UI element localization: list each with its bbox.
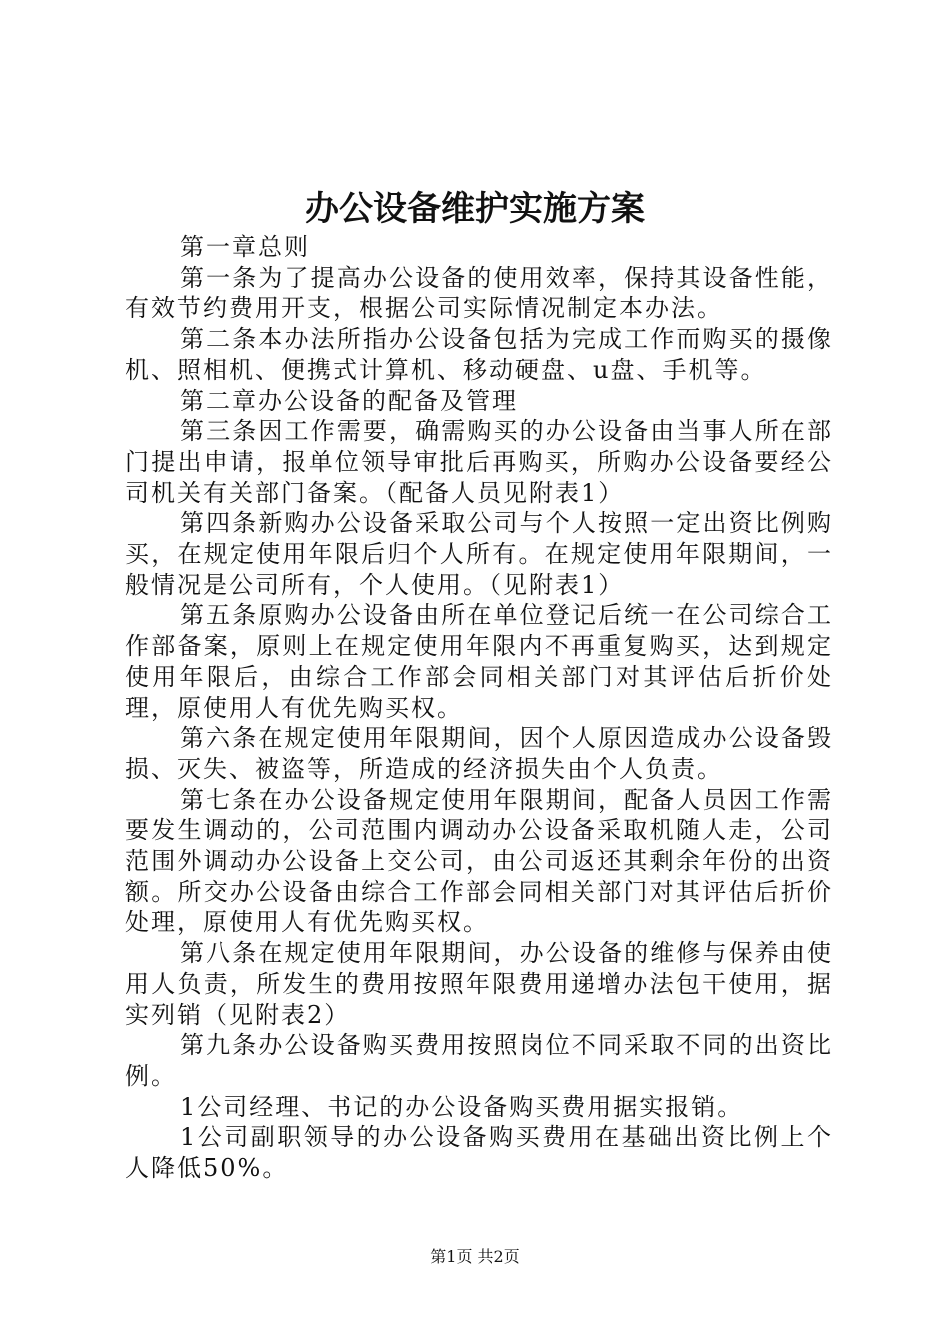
article-7: 第七条在办公设备规定使用年限期间，配备人员因工作需要发生调动的，公司范围内调动办公设备采取机随人走，公司范围外调动办公设备上交公司，由公司返还其剩余年份的出资额。所交办公设备由综合工作部会同相关部门对其评估后折价处理，原使用人有优先购买权。 <box>125 785 833 937</box>
article-4: 第四条新购办公设备采取公司与个人按照一定出资比例购买，在规定使用年限后归个人所有。在规定使用年限期间，一般情况是公司所有，个人使用。（见附表1） <box>125 509 833 599</box>
article-5: 第五条原购办公设备由所在单位登记后统一在公司综合工作部备案，原则上在规定使用年限内不再重复购买，达到规定使用年限后，由综合工作部会同相关部门对其评估后折价处理，原使用人有优先购买权。 <box>125 601 833 722</box>
article-2: 第二条本办法所指办公设备包括为完成工作而购买的摄像机、照相机、便携式计算机、移动硬盘、u盘、手机等。 <box>125 325 833 384</box>
article-6: 第六条在规定使用年限期间，因个人原因造成办公设备毁损、灭失、被盗等，所造成的经济损失由个人负责。 <box>125 724 833 783</box>
article-8: 第八条在规定使用年限期间，办公设备的维修与保养由使用人负责，所发生的费用按照年限费用递增办法包干使用，据实列销（见附表2） <box>125 939 833 1029</box>
article-9: 第九条办公设备购买费用按照岗位不同采取不同的出资比例。 <box>125 1031 833 1090</box>
list-item-2: 1公司副职领导的办公设备购买费用在基础出资比例上个人降低50%。 <box>125 1123 833 1183</box>
document-body <box>125 232 833 1184</box>
chapter-heading-1: 第一章总则 <box>180 233 310 261</box>
page-footer: 第1页 共2页 <box>430 1247 520 1266</box>
document-title: 办公设备维护实施方案 <box>305 189 645 229</box>
article-3: 第三条因工作需要，确需购买的办公设备由当事人所在部门提出申请，报单位领导审批后再购买，所购办公设备要经公司机关有关部门备案。（配备人员见附表1） <box>125 417 833 507</box>
article-1: 第一条为了提高办公设备的使用效率，保持其设备性能，有效节约费用开支，根据公司实际情况制定本办法。 <box>125 263 833 323</box>
list-item-1: 1公司经理、书记的办公设备购买费用据实报销。 <box>180 1092 744 1121</box>
chapter-heading-2: 第二章办公设备的配备及管理 <box>180 386 518 415</box>
